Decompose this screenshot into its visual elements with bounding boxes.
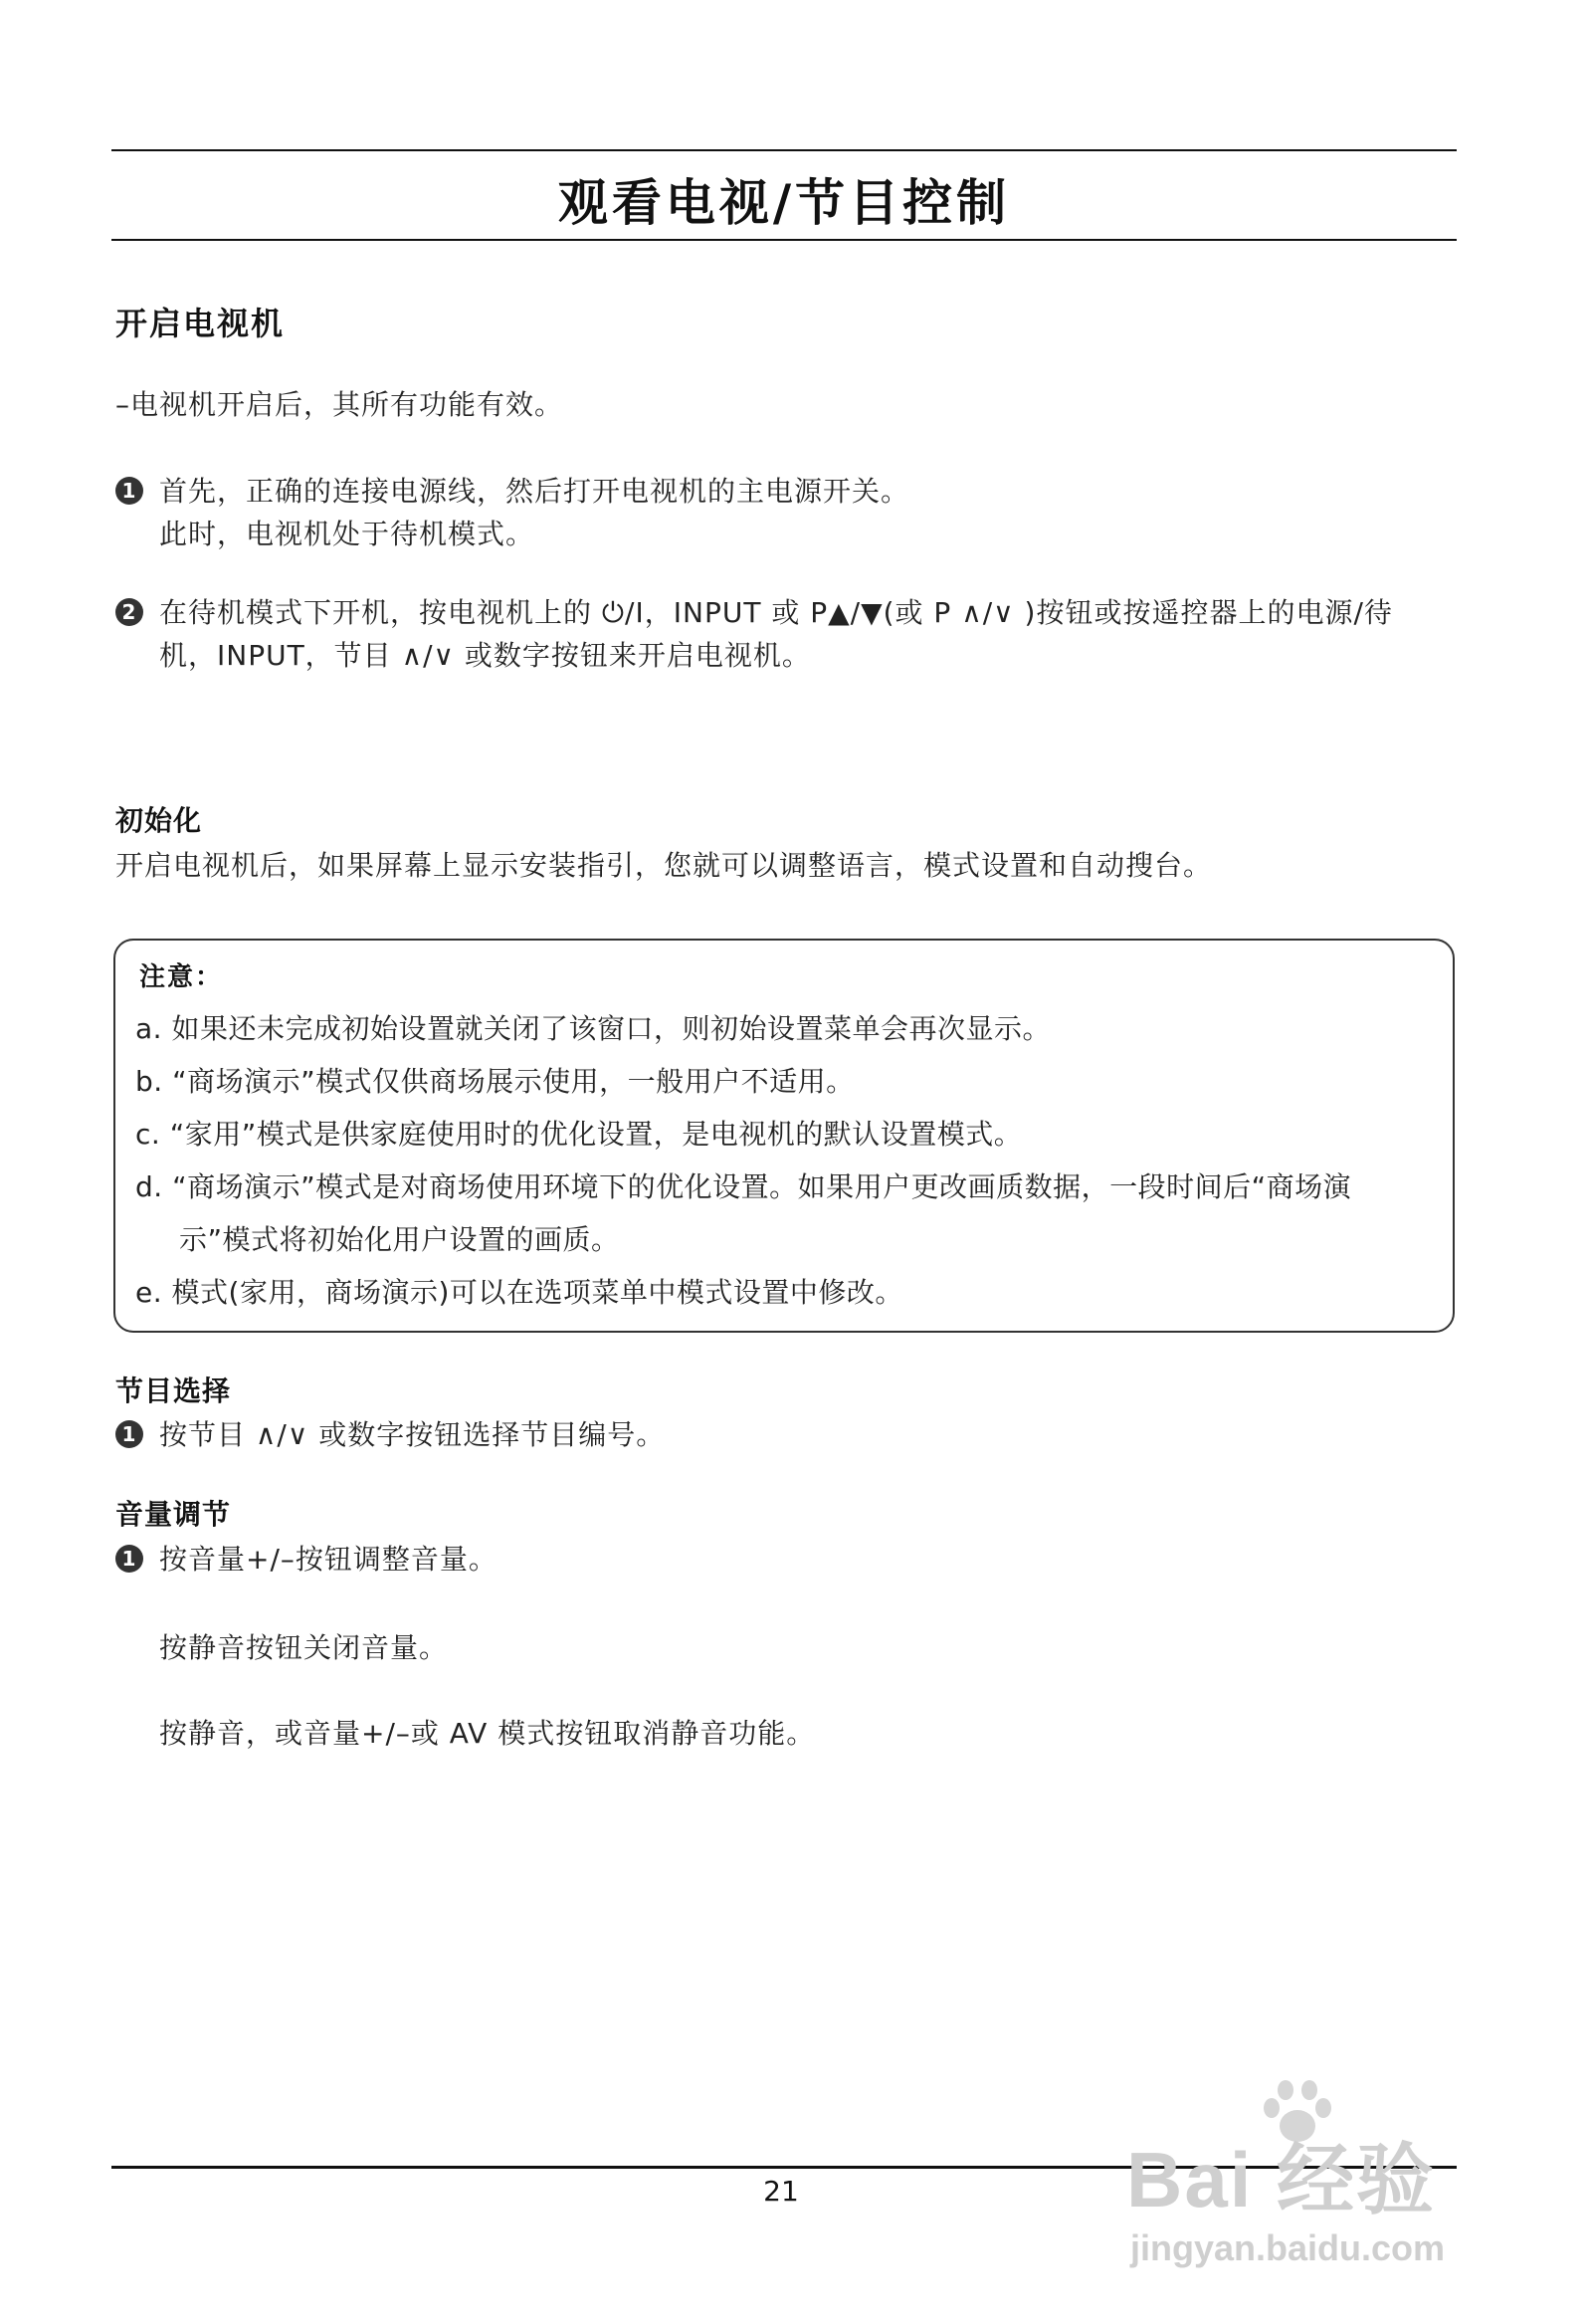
initialization-text: 开启电视机后，如果屏幕上显示安装指引，您就可以调整语言，模式设置和自动搜台。 <box>115 849 1213 882</box>
note-item-b <box>135 1055 1439 1108</box>
power-intro-text: –电视机开启后，其所有功能有效。 <box>115 388 564 421</box>
note-item-e-text: e. 模式(家用，商场演示)可以在选项菜单中模式设置中修改。 <box>135 1276 903 1309</box>
program-step-1 <box>115 1413 1459 1456</box>
note-box <box>113 939 1455 1333</box>
power-step-1 <box>115 470 1459 555</box>
note-item-d <box>135 1161 1439 1266</box>
step-number-icon: 1 <box>115 1420 143 1448</box>
power-step-2 <box>115 591 1459 677</box>
power-step-2-line-1: 在待机模式下开机，按电视机上的 ⏻/I，INPUT 或 P▲/▼(或 P ∧/∨ )按钮或按遥控器上的电源/待 <box>159 596 1393 629</box>
step-number-icon: 2 <box>115 598 143 626</box>
note-item-c-text: c. “家用”模式是供家庭使用时的优化设置，是电视机的默认设置模式。 <box>135 1118 1023 1151</box>
note-item-a-text: a. 如果还未完成初始设置就关闭了该窗口，则初始设置菜单会再次显示。 <box>135 1012 1051 1045</box>
note-item-d-continuation: 示”模式将初始化用户设置的画质。 <box>179 1223 620 1256</box>
note-item-c <box>135 1108 1439 1161</box>
power-step-1-line-1: 首先，正确的连接电源线，然后打开电视机的主电源开关。 <box>159 475 910 508</box>
watermark-logo-text: Bai 经验 <box>1126 2136 1437 2223</box>
volume-step-1 <box>115 1538 1459 1581</box>
section-heading-initialization: 初始化 <box>115 804 203 837</box>
power-step-2-line-2: 机，INPUT，节目 ∧/∨ 或数字按钮来开启电视机。 <box>159 639 811 672</box>
unmute-text: 按静音，或音量+/–或 AV 模式按钮取消静音功能。 <box>159 1717 816 1750</box>
section-heading-volume: 音量调节 <box>115 1498 232 1531</box>
power-step-1-line-2: 此时，电视机处于待机模式。 <box>159 518 535 550</box>
note-list <box>135 1002 1439 1319</box>
watermark-url: jingyan.baidu.com <box>1130 2227 1446 2268</box>
note-item-e <box>135 1266 1439 1319</box>
page-number: 21 <box>763 2175 799 2208</box>
header-bottom-rule <box>111 239 1457 241</box>
program-step-1-text: 按节目 ∧/∨ 或数字按钮选择节目编号。 <box>159 1418 666 1451</box>
section-heading-program-selection: 节目选择 <box>115 1374 232 1407</box>
step-number-icon: 1 <box>115 477 143 505</box>
note-title: 注意： <box>139 962 224 992</box>
section-heading-power-on: 开启电视机 <box>115 305 286 342</box>
volume-step-1-text: 按音量+/–按钮调整音量。 <box>159 1543 497 1576</box>
page-title: 观看电视/节目控制 <box>557 174 1011 232</box>
note-item-d-text: d. “商场演示”模式是对商场使用环境下的优化设置。如果用户更改画质数据，一段时间后“商场演 <box>135 1170 1352 1203</box>
baidu-watermark <box>1118 2078 1496 2287</box>
mute-text: 按静音按钮关闭音量。 <box>159 1631 449 1664</box>
note-item-a <box>135 1002 1439 1055</box>
header-top-rule <box>111 149 1457 151</box>
note-item-b-text: b. “商场演示”模式仅供商场展示使用，一般用户不适用。 <box>135 1065 855 1098</box>
step-number-icon: 1 <box>115 1545 143 1573</box>
